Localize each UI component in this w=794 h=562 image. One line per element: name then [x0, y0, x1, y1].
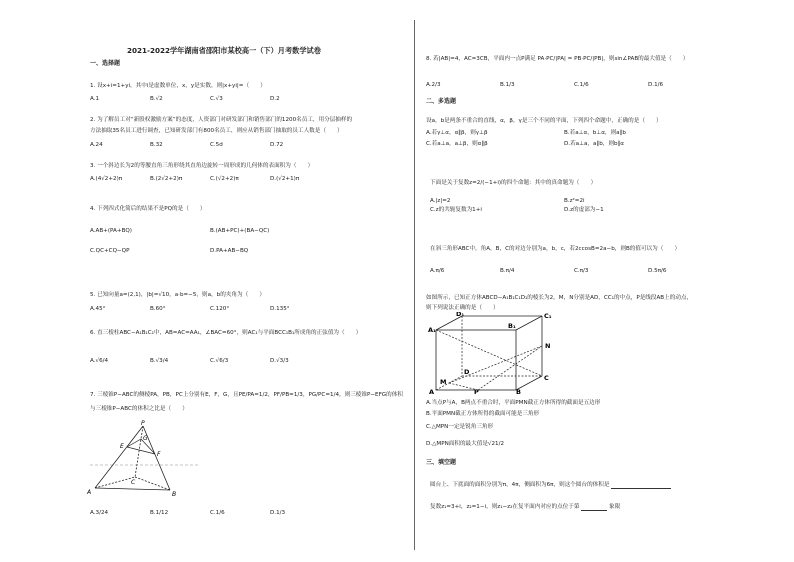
q12-edge-a1d1 — [436, 316, 462, 330]
q7-edge-pa — [95, 426, 143, 488]
q7-option-d[interactable]: D.1/3 — [270, 510, 286, 516]
paper-title: 2021-2022学年湖南省邵阳市某校高一（下）月考数学试卷 — [127, 46, 321, 55]
q12-label-m: M — [440, 378, 447, 386]
q12-diagonal — [436, 330, 542, 376]
q7-edge-eg — [127, 439, 141, 447]
q12-cube-figure — [428, 312, 558, 394]
q1-option-c[interactable]: C.√3 — [210, 96, 223, 102]
q1-option-a[interactable]: A.1 — [90, 96, 100, 102]
q8-stem: 8. 若|AB|=4，AC=3CB，平面内一点P满足 PA·PC/|PA| = PB·PC/|PB|，则sin∠PAB的最大值是（ ） — [426, 56, 689, 62]
q12-edge-b1c1 — [516, 316, 542, 330]
q7-edge-ef — [127, 447, 155, 454]
q5-option-b[interactable]: B.60° — [150, 306, 166, 312]
q12-label-c1: C₁ — [544, 312, 552, 320]
q7-label-b: B — [172, 491, 177, 498]
q10-option-d[interactable]: D.z的虚部为−1 — [564, 207, 604, 213]
q7-stem-line1: 7. 三棱锥P−ABC的侧棱PA，PB，PC上分别有E，F，G，且PE/PA=1/2，PF/PB=1/3，PG/PC=1/4，则三棱锥P−EFG的体积 — [90, 392, 403, 398]
q6-option-c[interactable]: C.√6/3 — [210, 358, 229, 364]
q12-label-d1: D₁ — [456, 312, 465, 318]
q5-stem: 5. 已知向量a=(2,1)，|b|=√10，a·b=−5，则a，b的夹角为（ ） — [90, 292, 265, 298]
q12-label-p: P — [474, 388, 479, 394]
q9-option-c[interactable]: C.若a⊥a，a⊥β，则α∥β — [426, 141, 488, 147]
q1-option-d[interactable]: D.2 — [270, 96, 280, 102]
q7-edge-bc — [135, 477, 170, 490]
q12-segment-mn — [449, 346, 542, 383]
right-column — [414, 0, 794, 562]
q12-stem-line2: 则下列说法正确的是（ ） — [426, 305, 499, 311]
q10-stem: 下面是关于复数z=2/(−1+i)的四个命题：其中的真命题为（ ） — [430, 180, 597, 186]
q7-label-g: G — [143, 435, 148, 442]
q11-option-d[interactable]: D.5π/6 — [648, 268, 667, 274]
section-multi-choice: 二、多选题 — [426, 98, 457, 105]
q14-answer-blank[interactable] — [581, 505, 607, 511]
q6-option-a[interactable]: A.√6/4 — [90, 358, 109, 364]
section-fill-blank: 三、填空题 — [426, 459, 457, 466]
q11-option-c[interactable]: C.π/3 — [574, 268, 589, 274]
q12-label-b: B — [516, 388, 521, 394]
q2-stem-line1: 2. 为了解员工对“新股权激励方案”的态度，人资部门对研发部门和销售部门的1200名员工，用分层抽样的 — [90, 117, 353, 123]
q14-line — [430, 504, 620, 511]
q10-option-a[interactable]: A.|z|=2 — [430, 198, 451, 204]
q3-stem: 3. 一个斜边长为2的等腰直角三角形绕其直角边旋转一周形成的几何体的表面积为（ ） — [90, 163, 314, 169]
q12-label-a: A — [429, 388, 435, 394]
q6-option-b[interactable]: B.√3/4 — [150, 358, 169, 364]
q12-label-n: N — [545, 342, 551, 350]
q7-option-a[interactable]: A.3/24 — [90, 510, 109, 516]
q14-tail: 象限 — [609, 504, 621, 510]
q4-option-a[interactable]: A.AB+(PA+BQ) — [90, 228, 132, 234]
q12-stem-line1: 如图所示，已知正方体ABCD−A₁B₁C₁D₁的棱长为2，M，N分别是AD，CC₁的中点，P是线段AB上的动点， — [426, 295, 693, 301]
q2-option-c[interactable]: C.5d — [210, 142, 223, 148]
q11-option-b[interactable]: B.π/4 — [500, 268, 515, 274]
q10-option-b[interactable]: B.z²=2i — [564, 198, 585, 204]
q3-option-d[interactable]: D.(√2+1)π — [270, 176, 300, 182]
q3-option-b[interactable]: B.(2√2+2)π — [150, 176, 183, 182]
q14-stem: 复数z₁=3+i，z₂=1−i，则z₁−z₂在复平面内对应的点位于第 — [430, 504, 580, 510]
q7-option-c[interactable]: C.1/6 — [210, 510, 225, 516]
q3-option-a[interactable]: A.(4√2+2)π — [90, 176, 123, 182]
q11-stem: 在斜三角形ABC中，角A，B，C的对边分别为a，b，c，若2ccosB=2a−b，则B的值可以为（ ） — [430, 246, 681, 252]
q8-option-b[interactable]: B.1/3 — [500, 82, 515, 88]
q4-option-d[interactable]: D.PA+AB−BQ — [210, 248, 249, 254]
q4-stem: 4. 下列四式化简后的结果不是PQ的是（ ） — [90, 206, 206, 212]
q7-edge-pc — [135, 426, 143, 477]
q9-stem: 设a，b是两条不重合的直线，α，β，γ是三个不同的平面，下列四个命题中，正确的是（ ） — [426, 118, 662, 124]
q12-option-b[interactable]: B.平面PMN截正方体所得的截面可能是三角形 — [426, 411, 540, 417]
q3-option-c[interactable]: C.(√2+2)π — [210, 176, 239, 182]
q12-label-b1: B₁ — [508, 322, 516, 330]
q2-option-b[interactable]: B.32 — [150, 142, 163, 148]
q4-option-c[interactable]: C.QC+CQ−QP — [90, 248, 130, 254]
q9-option-b[interactable]: B.若a⊥α，b⊥α，则a∥b — [564, 130, 626, 136]
q9-option-a[interactable]: A.若γ⊥α，α∥β，则γ⊥β — [426, 130, 488, 136]
q1-stem: 1. 设x+i=1+yi，其中i是虚数单位，x，y是实数，则|x+yi|=（ ） — [90, 83, 266, 89]
q2-option-a[interactable]: A.24 — [90, 142, 103, 148]
q5-option-c[interactable]: C.120° — [210, 306, 230, 312]
q9-option-d[interactable]: D.若a⊥a，a∥b，则b∥α — [564, 141, 624, 147]
q7-stem-line2: 与三棱锥P−ABC的体积之比是（ ） — [90, 406, 188, 412]
q13-stem: 圆台上、下底面的面积分别为π，4π，侧面积为6π，则这个圆台的体积是 — [430, 482, 610, 488]
q7-option-b[interactable]: B.1/12 — [150, 510, 169, 516]
q2-stem-line2: 方法抽取35名员工进行调查，已知研发部门有800名员工，则应从销售部门抽取的员工人数是（ ） — [90, 128, 343, 134]
q7-label-p: P — [141, 420, 145, 427]
q13-answer-blank[interactable] — [611, 483, 671, 489]
q11-option-a[interactable]: A.π/6 — [430, 268, 445, 274]
q13-line — [430, 482, 671, 489]
q4-option-b[interactable]: B.(AB+PC)+(BA−QC) — [210, 228, 270, 234]
q1-option-b[interactable]: B.√2 — [150, 96, 163, 102]
q7-label-f: F — [157, 451, 161, 458]
q7-edge-ab — [95, 488, 170, 490]
q6-option-d[interactable]: D.√3/3 — [270, 358, 289, 364]
q7-label-a: A — [87, 489, 92, 496]
q6-stem: 6. 直三棱柱ABC−A₁B₁C₁中，AB=AC=AA₁，∠BAC=60°，则AC₁与平面BCC₁B₁所成角的正弦值为（ ） — [90, 330, 362, 336]
q12-label-a1: A₁ — [428, 326, 436, 334]
q7-tetrahedron-figure — [85, 420, 205, 500]
section-single-choice: 一、选择题 — [90, 60, 121, 67]
q8-option-c[interactable]: C.1/6 — [574, 82, 589, 88]
q8-option-d[interactable]: D.1/6 — [648, 82, 664, 88]
q12-cube-front-face — [436, 330, 516, 390]
q7-edge-ac — [95, 477, 135, 488]
q5-option-a[interactable]: A.45° — [90, 306, 106, 312]
q12-label-d: D — [464, 368, 470, 376]
q12-label-c: C — [544, 374, 549, 382]
q10-option-c[interactable]: C.z的共轭复数为1+i — [430, 207, 482, 213]
q12-option-d[interactable]: D.△MPN面积的最大值是√21/2 — [426, 441, 505, 447]
q12-option-c[interactable]: C.△MPN一定是锐角三角形 — [426, 424, 494, 430]
q5-option-d[interactable]: D.135° — [270, 306, 290, 312]
q2-option-d[interactable]: D.72 — [270, 142, 284, 148]
q8-option-a[interactable]: A.2/3 — [426, 82, 441, 88]
q12-option-a[interactable]: A.当点P与A，B两点不重合时，平面PMN截正方体所得的截面是五边形 — [426, 400, 601, 406]
q7-label-c: C — [131, 479, 136, 486]
q7-label-e: E — [120, 443, 124, 450]
